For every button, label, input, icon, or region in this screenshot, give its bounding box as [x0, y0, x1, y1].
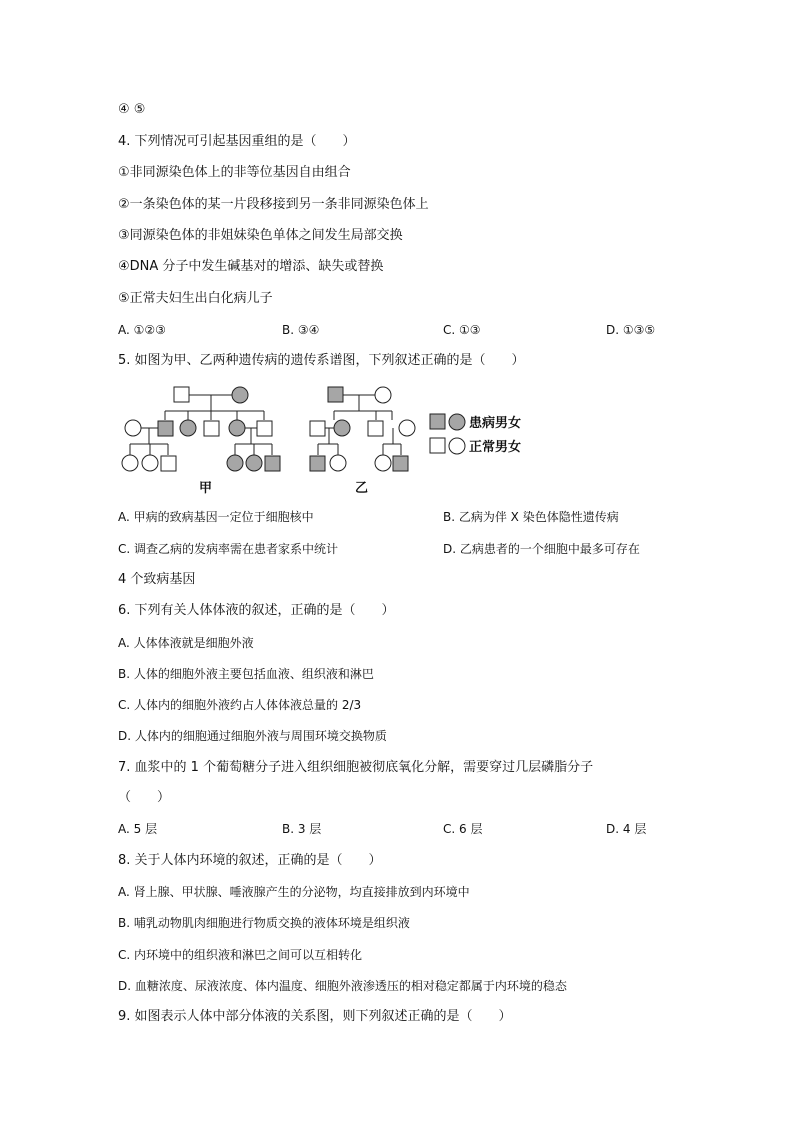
q4-option-c: C. ①③	[443, 323, 481, 337]
jia-ii-female-1	[180, 420, 196, 436]
q6-stem: 6. 下列有关人体体液的叙述，正确的是（ ）	[118, 603, 395, 618]
jia-ii-male-3	[257, 421, 272, 436]
q8-option-b: B. 哺乳动物肌肉细胞进行物质交换的液体环境是组织液	[118, 916, 410, 930]
q5-option-d: D. 乙病患者的一个细胞中最多可存在	[443, 542, 640, 556]
q4-option-d: D. ①③⑤	[606, 323, 656, 337]
legend-normal-female	[449, 438, 465, 454]
yi-iii-female-2	[375, 455, 391, 471]
yi-iii-female-1	[330, 455, 346, 471]
q4-option-a: A. ①②③	[118, 323, 166, 337]
q4-item-4: ④DNA 分子中发生碱基对的增添、缺失或替换	[118, 259, 384, 274]
q7-stem: 7. 血浆中的 1 个葡萄糖分子进入组织细胞被彻底氧化分解，需要穿过几层磷脂分子	[118, 760, 594, 775]
q7-answer-paren: （ ）	[118, 790, 171, 805]
q8-option-a: A. 肾上腺、甲状腺、唾液腺产生的分泌物，均直接排放到内环境中	[118, 885, 470, 899]
yi-i-male	[328, 387, 343, 402]
q4-item-2: ②一条染色体的某一片段移接到另一条非同源染色体上	[118, 197, 429, 212]
yi-iii-male-1	[310, 456, 325, 471]
q5-stem: 5. 如图为甲、乙两种遗传病的遗传系谱图，下列叙述正确的是（ ）	[118, 353, 525, 368]
jia-iii-female-1	[122, 455, 138, 471]
pedigree-label-yi: 乙	[355, 481, 369, 496]
jia-ii-male-1	[158, 421, 173, 436]
jia-iii-female-4	[246, 455, 262, 471]
q4-item-1: ①非同源染色体上的非等位基因自由组合	[118, 165, 351, 180]
q7-option-a: A. 5 层	[118, 822, 158, 836]
previous-question-tail: ④ ⑤	[118, 102, 146, 117]
q4-item-5: ⑤正常夫妇生出白化病儿子	[118, 291, 273, 306]
jia-iii-female-2	[142, 455, 158, 471]
pedigree-diagram	[110, 380, 550, 500]
q5-option-d-continued: 4 个致病基因	[118, 572, 196, 587]
q7-option-b: B. 3 层	[282, 822, 322, 836]
jia-i-female	[232, 387, 248, 403]
jia-i-male	[174, 387, 189, 402]
q4-option-b: B. ③④	[282, 323, 320, 337]
yi-ii-spouse-male	[310, 421, 325, 436]
q9-stem: 9. 如图表示人体中部分体液的关系图，则下列叙述正确的是（ ）	[118, 1009, 512, 1024]
yi-i-female	[375, 387, 391, 403]
yi-ii-female-2	[399, 420, 415, 436]
pedigree-symbols	[122, 387, 465, 471]
q6-option-b: B. 人体的细胞外液主要包括血液、组织液和淋巴	[118, 667, 374, 681]
jia-iii-male-2	[265, 456, 280, 471]
jia-iii-female-3	[227, 455, 243, 471]
q4-item-3: ③同源染色体的非姐妹染色单体之间发生局部交换	[118, 228, 403, 243]
legend-normal-label: 正常男女	[469, 440, 522, 455]
q8-option-d: D. 血糖浓度、尿液浓度、体内温度、细胞外液渗透压的相对稳定都属于内环境的稳态	[118, 979, 567, 993]
yi-iii-male-2	[393, 456, 408, 471]
q8-option-c: C. 内环境中的组织液和淋巴之间可以互相转化	[118, 948, 363, 962]
jia-ii-spouse-female	[125, 420, 141, 436]
legend-normal-male	[430, 438, 445, 453]
pedigree-label-jia: 甲	[199, 481, 213, 496]
q5-option-b: B. 乙病为伴 X 染色体隐性遗传病	[443, 510, 619, 524]
q6-option-c: C. 人体内的细胞外液约占人体体液总量的 2/3	[118, 698, 362, 712]
q4-stem: 4. 下列情况可引起基因重组的是（ ）	[118, 134, 356, 149]
q8-stem: 8. 关于人体内环境的叙述，正确的是（ ）	[118, 853, 382, 868]
yi-ii-male-1	[368, 421, 383, 436]
q5-option-c: C. 调查乙病的发病率需在患者家系中统计	[118, 542, 339, 556]
legend-affected-label: 患病男女	[469, 416, 522, 431]
q7-option-c: C. 6 层	[443, 822, 483, 836]
legend-affected-female	[449, 414, 465, 430]
q6-option-a: A. 人体体液就是细胞外液	[118, 636, 254, 650]
jia-iii-male-1	[161, 456, 176, 471]
q6-option-d: D. 人体内的细胞通过细胞外液与周围环境交换物质	[118, 729, 387, 743]
legend-affected-male	[430, 414, 445, 429]
q5-option-a: A. 甲病的致病基因一定位于细胞核中	[118, 510, 314, 524]
q7-option-d: D. 4 层	[606, 822, 647, 836]
yi-ii-female-1	[334, 420, 350, 436]
jia-ii-male-2	[204, 421, 219, 436]
jia-ii-female-2	[229, 420, 245, 436]
